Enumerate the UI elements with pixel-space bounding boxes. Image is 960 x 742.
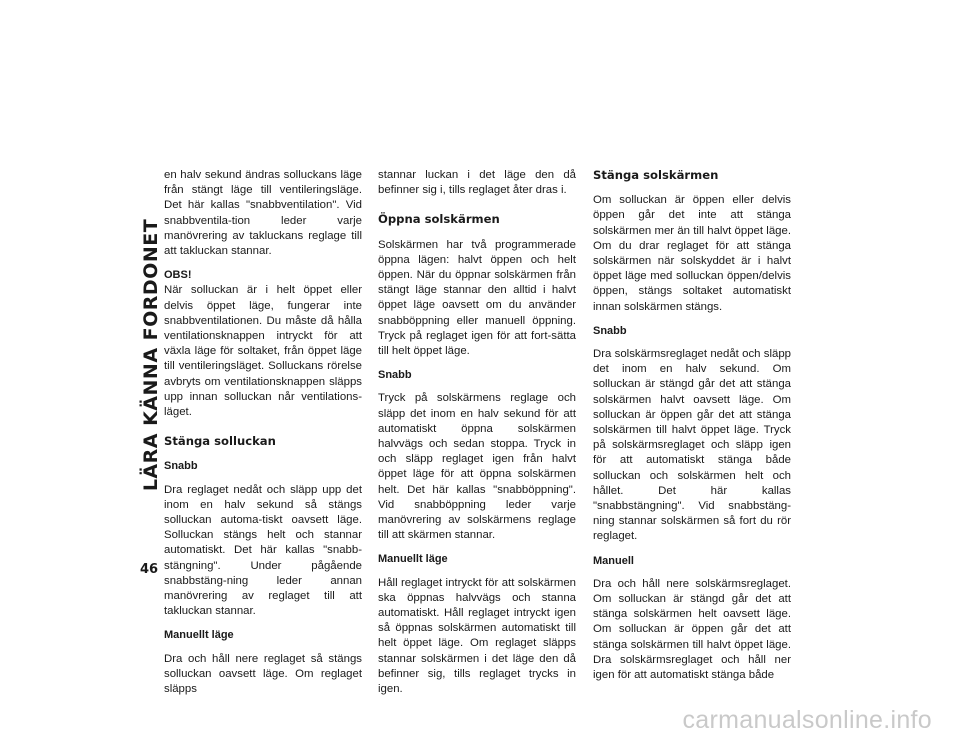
paragraph: Dra och håll nere reglaget så stängs solluckan oavsett läge. Om reglaget släpps [164, 652, 362, 696]
paragraph: Om solluckan är öppen eller delvis öppen går det inte att stänga solskärmen mer än till halvt öppet läge. Om du drar reglaget för att stänga solskärmen när solskyddet är i halvt öppet läge med solluckan öppen/delvis öppen, stängs soltaket automatiskt innan solskärmen stängs. [593, 194, 791, 313]
subheading: Manuellt läge [378, 553, 448, 566]
paragraph: Dra solskärmsreglaget nedåt och släpp det inom en halv sekund. Om solluckan är stängd går det att stänga solskärmen halvt oavsett läge. Om solluckan är öppen går det att stänga solskärmen till halvt öppet läge. Tryck på solskärmsreglaget och släpp igen för att automatiskt stänga både solluckan och solskärmen helt och hållet. Det här kallas "snabbstängning". Vid snabbstäng-ning stannar solskärmen så fort du rör reglaget. [593, 348, 791, 543]
text-column-2 [378, 168, 576, 706]
paragraph: Tryck på solskärmens reglage och släpp det inom en halv sekund för att automatiskt öppna solskärmen halvvägs och sedan stoppa. Tryck in och släpp reglaget igen från halvt öppet läge för att öppna solskärmen helt. Det här kallas "snabböppning". Vid snabböppning leder varje manövrering av solskärmens reglage till att skärmen stannar. [378, 392, 576, 542]
watermark: carmanualsonline.info [682, 706, 932, 734]
paragraph: stannar luckan i det läge den då befinner sig i, tills reglaget åter dras i. [378, 169, 576, 197]
section-heading: Stänga solskärmen [593, 168, 719, 182]
section-side-tab [137, 170, 165, 540]
subheading: Snabb [593, 324, 627, 337]
text-column-1 [164, 168, 362, 706]
paragraph: Dra reglaget nedåt och släpp upp det inom en halv sekund så stängs solluckan automa-tiskt oavsett läge. Solluckan stängs helt och stannar automatiskt. Det här kallas "snabb-stängning". Under pågående snabbstäng-ning leder annan manövrering av reglaget till att takluckan stannar. [164, 483, 362, 618]
section-heading: Stänga solluckan [164, 434, 276, 449]
paragraph: en halv sekund ändras solluckans läge från stängt läge till ventileringsläge. Det här kallas "snabbventilation". Vid snabbventila-tion leder varje manövrering av takluckans reglage till att takluckan stannar. [164, 169, 362, 258]
page-number: 46 [140, 562, 159, 577]
text-column-3 [593, 168, 791, 692]
section-heading: Öppna solskärmen [378, 212, 500, 227]
subheading: Snabb [164, 460, 198, 473]
section-title: LÄRA KÄNNA FORDONET [140, 218, 162, 492]
paragraph: Solskärmen har två programmerade öppna lägen: halvt öppen och helt öppen. När du öppnar solskärmen från stängt läge stannar den alltid i halvt öppet läge oavsett om du använder snabböppning eller manuell öppning. Tryck på reglaget igen för att fort-sätta till helt öppet läge. [378, 238, 576, 358]
note-label: OBS! [164, 269, 192, 282]
subheading: Snabb [378, 369, 412, 382]
paragraph: Håll reglaget intryckt för att solskärmen ska öppnas halvvägs och stanna automatiskt. Håll reglaget intryckt igen så öppnas solskärmen automatiskt till helt öppet läge. Om reglaget släpps stannar solskärmen i det läge den då befinner sig, tills reglaget trycks in igen. [378, 576, 576, 696]
paragraph: Dra och håll nere solskärmsreglaget. Om solluckan är stängd går det att stänga solskärmen helt oavsett läge. Om solluckan är öppen går det att stänga solskärmen till halvt öppet läge. Dra solskärmsreglaget och håll ner igen för att automatiskt stänga både [593, 577, 791, 682]
subheading: Manuellt läge [164, 629, 234, 642]
subheading: Manuell [593, 554, 634, 567]
note-text: När solluckan är i helt öppet eller delvis öppet läge, fungerar inte snabbventilationen. Du måste då hålla ventilationsknappen intryckt för att växla läge för soltaket, från öppet läge till ventileringsläget. Solluckans rörelse avbryts om ventilationsknappen släpps upp innan solluckan når ventilations-läget. [164, 284, 362, 419]
